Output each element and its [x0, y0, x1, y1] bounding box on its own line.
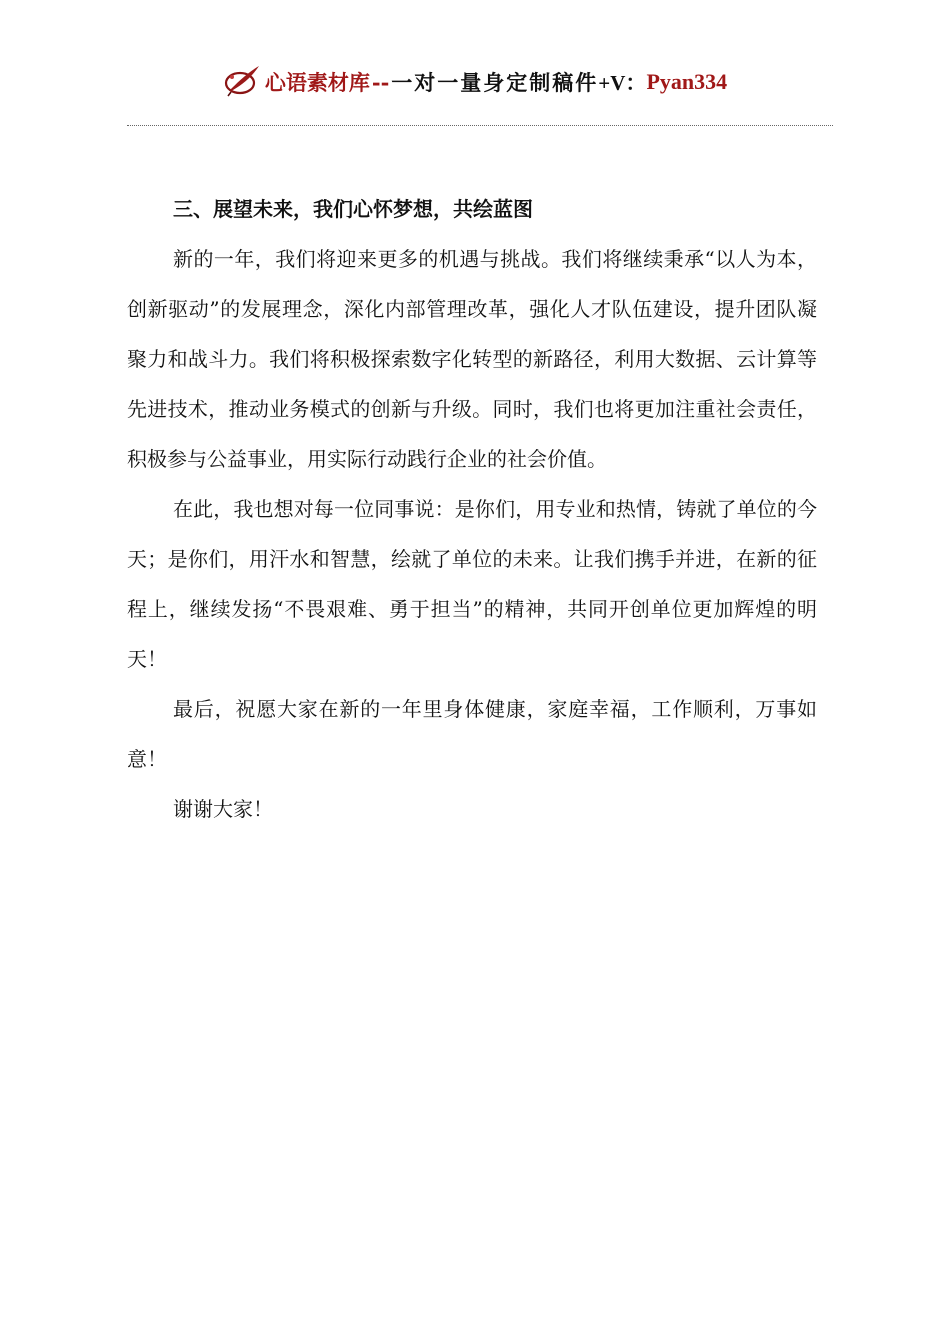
header-separator: -- [371, 69, 390, 95]
brand-name: 心语素材库 [264, 70, 370, 95]
quill-pen-logo-icon [223, 63, 263, 97]
document-body [127, 184, 817, 834]
header-divider [127, 125, 833, 126]
paragraph: 新的一年，我们将迎来更多的机遇与挑战。我们将继续秉承“以人为本，创新驱动”的发展理念，深化内部管理改革，强化人才队伍建设，提升团队凝聚力和战斗力。我们将积极探索数字化转型的新路径，利用大数据、云计算等先进技术，推动业务模式的创新与升级。同时，我们也将更加注重社会责任，积极参与公益事业，用实际行动践行企业的社会价值。 [127, 247, 817, 471]
header-slogan: 一对一量身定制稿件 [391, 71, 599, 95]
header-banner [223, 65, 727, 99]
paragraph: 在此，我也想对每一位同事说：是你们，用专业和热情，铸就了单位的今天；是你们，用汗水和智慧，绘就了单位的未来。让我们携手并进，在新的征程上，继续发扬“不畏艰难、勇于担当”的精神，共同开创单位更加辉煌的明天！ [127, 497, 817, 671]
contact-id: Pyan334 [646, 69, 728, 94]
paragraph: 最后，祝愿大家在新的一年里身体健康，家庭幸福，工作顺利，万事如意！ [127, 697, 817, 771]
contact-label: +V： [598, 71, 647, 95]
paragraph: 谢谢大家！ [173, 797, 273, 821]
page-header [0, 62, 950, 102]
section-title: 三、展望未来，我们心怀梦想，共绘蓝图 [173, 197, 533, 221]
